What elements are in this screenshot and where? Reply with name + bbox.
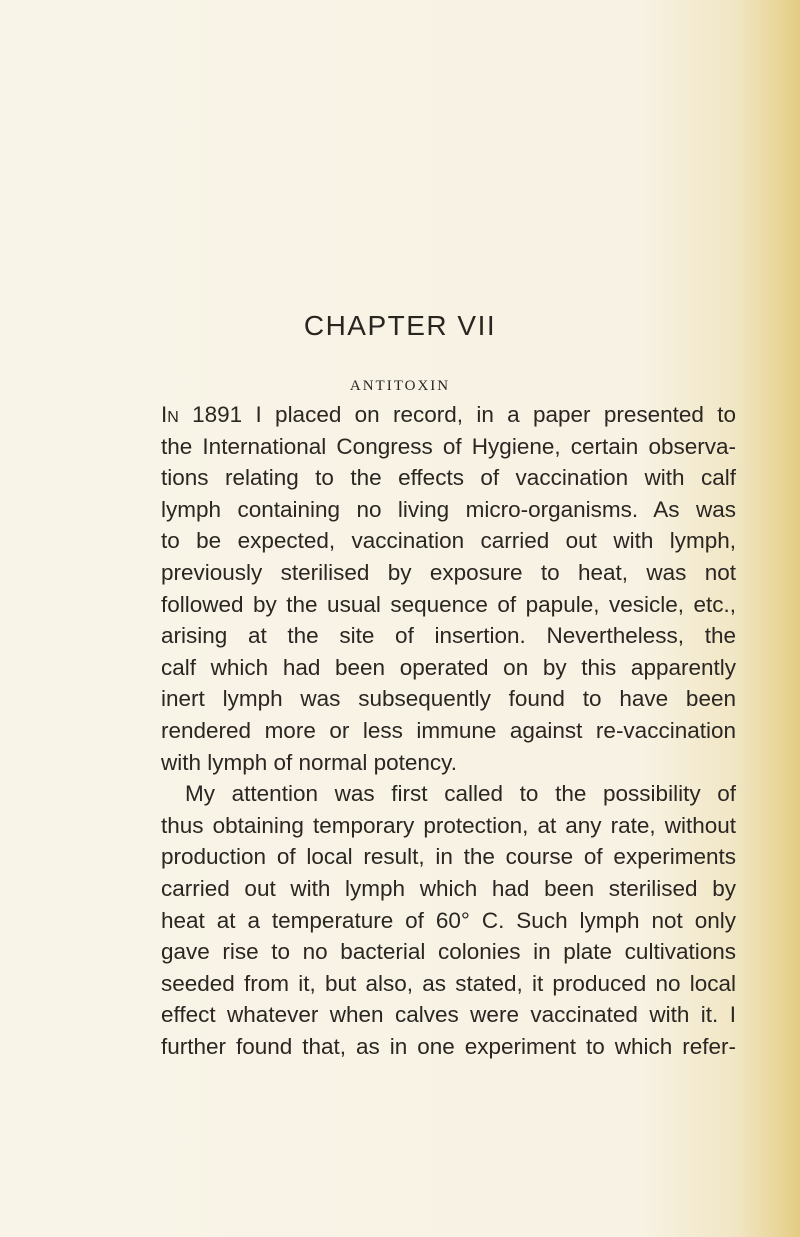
text-line: previously sterilised by exposure to heat, was not — [161, 559, 736, 585]
body-text — [161, 399, 736, 1062]
text-line: inert lymph was subsequently found to have been — [161, 686, 736, 712]
text-line: effect whatever when calves were vaccinated with it. I — [161, 1002, 736, 1028]
text-line: carried out with lymph which had been sterilised by — [161, 875, 736, 901]
text-line: lymph containing no living micro-organisms. As was — [161, 496, 736, 522]
text-line: arising at the site of insertion. Nevertheless, the — [161, 623, 736, 649]
text-line: tions relating to the effects of vaccination with calf — [161, 465, 736, 491]
text-line: In 1891 I placed on record, in a paper presented to — [161, 402, 736, 427]
chapter-title: CHAPTER VII — [303, 310, 497, 341]
section-title: ANTITOXIN — [349, 378, 451, 394]
text-line: seeded from it, but also, as stated, it produced no local — [161, 970, 736, 996]
text-line: thus obtaining temporary protection, at any rate, without — [161, 812, 736, 838]
text-line: calf which had been operated on by this apparently — [161, 654, 736, 680]
text-line: followed by the usual sequence of papule, vesicle, etc., — [161, 591, 736, 617]
text-line: production of local result, in the course of experiments — [161, 844, 736, 870]
text-line: My attention was first called to the possibility of — [185, 781, 736, 807]
text-line: rendered more or less immune against re-vaccination — [161, 717, 736, 743]
paragraph-2 — [161, 778, 736, 1062]
text-line: gave rise to no bacterial colonies in plate cultivations — [161, 939, 736, 965]
text-line: heat at a temperature of 60° C. Such lymph not only — [161, 907, 736, 933]
text-line: to be expected, vaccination carried out with lymph, — [161, 528, 736, 554]
drop-word: In — [161, 402, 179, 427]
paragraph-1 — [161, 399, 736, 778]
text-line: further found that, as in one experiment to which refer- — [161, 1033, 736, 1059]
text-line: with lymph of normal potency. — [161, 749, 457, 775]
text-line: the International Congress of Hygiene, certain observa- — [161, 433, 736, 459]
